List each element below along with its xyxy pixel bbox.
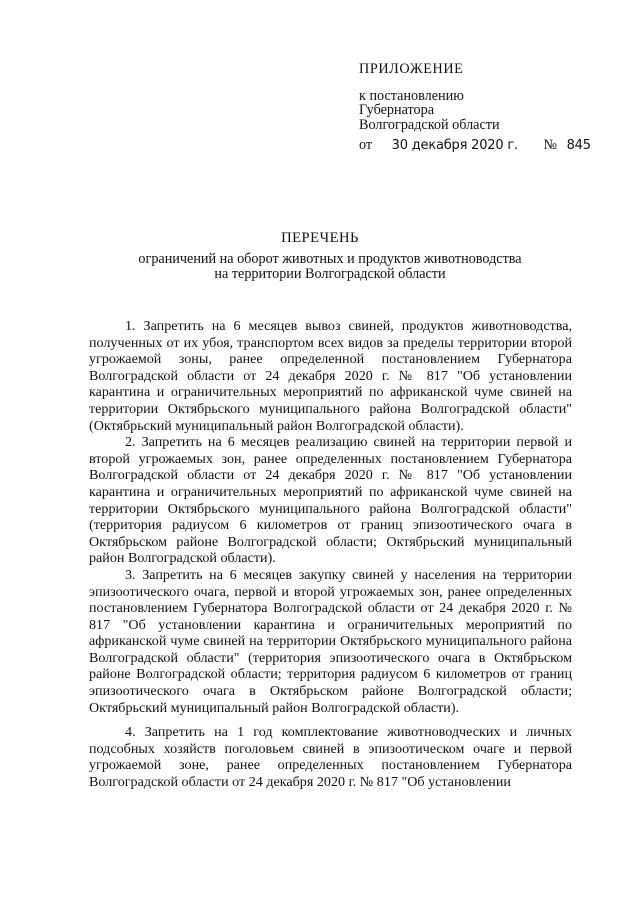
paragraph-2: 2. Запретить на 6 месяцев реализацию свиней на территории первой и второй угрожаемых зон, ранее определенных постановлением Губернатора Волгоградской области от 24 декабря 2020 г. № 817 "Об установлении карантина и ограничительных мероприятий по африканской чуме свиней на территории Октябрьского муниципального района Волгоградской области" (территория радиусом 6 километров от границ эпизоотического очага в Октябрьском районе Волгоградской области; Октябрьский муниципальный район Волгоградской области). (89, 434, 572, 567)
document-title: ПЕРЕЧЕНЬ (281, 230, 359, 246)
subtitle-line-2: на территории Волгоградской области (214, 265, 446, 282)
document-body (89, 318, 572, 791)
appendix-title: ПРИЛОЖЕНИЕ (359, 61, 464, 77)
appendix-line-1: к постановлению (359, 87, 464, 104)
paragraph-3: 3. Запретить на 6 месяцев закупку свиней у населения на территории эпизоотического очага, первой и второй угрожаемых зон, ранее определенных постановлением Губернатора Волгоградской области от 24 декабря 2020 г. № 817 "Об установлении карантина и ограничительных мероприятий по африканской чуме свиней на территории Октябрьского муниципального района Волгоградской области" (территория эпизоотического очага в Октябрьском районе Волгоградской области; территория радиусом 6 километров от границ эпизоотического очага в Октябрьском районе Волгоградской области; Октябрьский муниципальный район Волгоградской области). (89, 566, 572, 716)
number-prefix: № (543, 137, 558, 153)
document-subtitle (100, 252, 560, 281)
appendix-block (359, 62, 500, 132)
decree-number: 845 (566, 138, 591, 153)
paragraph-1: 1. Запретить на 6 месяцев вывоз свиней, продуктов животноводства, полученных от их убоя, транспортом всех видов за пределы территории второй угрожаемой зоны, ранее определенной постановлением Губернатора Волгоградской области от 24 декабря 2020 г. № 817 "Об установлении карантина и ограничительных мероприятий по африканской чуме свиней на территории Октябрьского муниципального района Волгоградской области" (Октябрьский муниципальный район Волгоградской области). (89, 318, 572, 434)
decree-date-line (359, 137, 591, 154)
appendix-line-3: Волгоградской области (359, 116, 500, 133)
subtitle-line-1: ограничений на оборот животных и продуктов животноводства (138, 251, 522, 267)
paragraph-4: 4. Запретить на 1 год комплектование животноводческих и личных подсобных хозяйств поголовьем свиней в эпизоотическом очаге и первой угрожаемой зоне, ранее определенных постановлением Губернатора Волгоградской области от 24 декабря 2020 г. № 817 "Об установлении (89, 724, 572, 791)
appendix-line-2: Губернатора (359, 102, 435, 118)
decree-date: 30 декабря 2020 г. (391, 138, 518, 153)
date-prefix: от (359, 137, 373, 153)
